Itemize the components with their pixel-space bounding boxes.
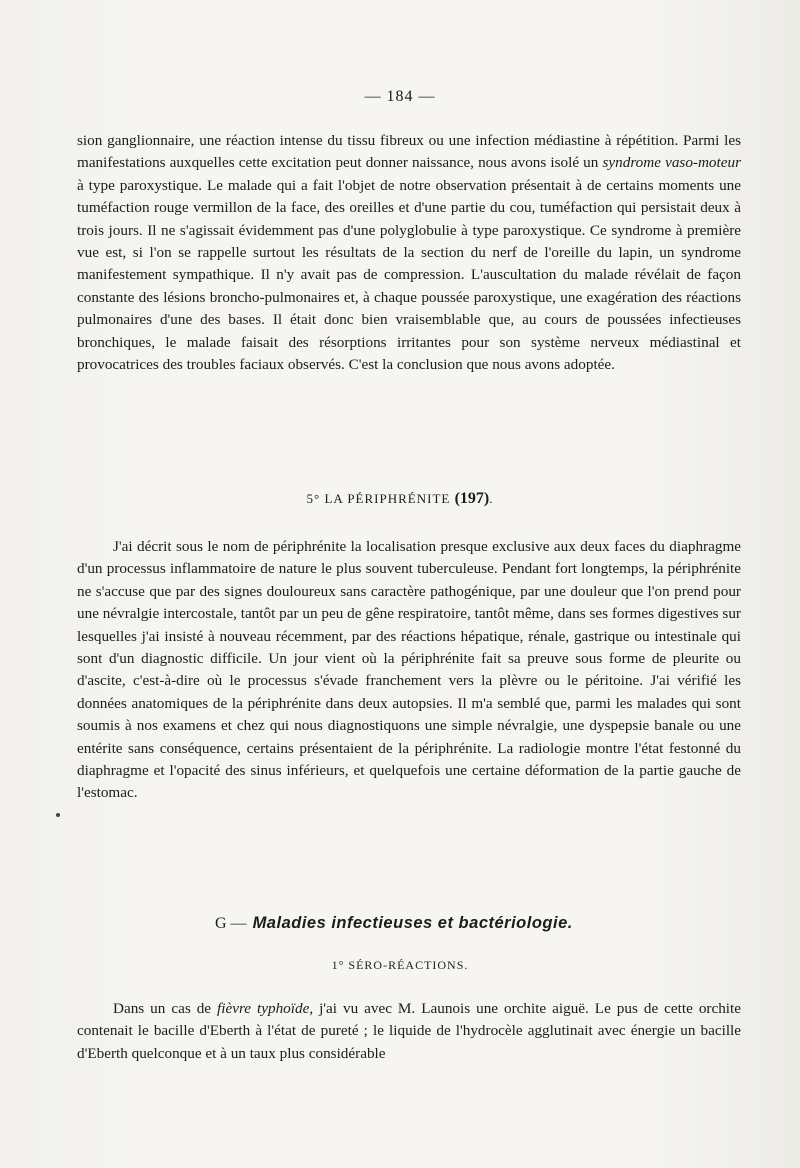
emphasis-typhoid: fièvre typhoïde bbox=[217, 1000, 310, 1017]
paragraph-typhoid bbox=[77, 998, 741, 1065]
emphasis-syndrome: syndrome vaso-moteur bbox=[602, 154, 741, 172]
paragraph-text: à type paroxystique. Le malade qui a fait l'objet de notre observation présentait à de certains moments une tuméfaction rouge vermillon de la face, des oreilles et d'une partie du cou, tuméfaction qui persistait deux à trois jours. Il ne s'agissait évidemment pas d'une polyglobulie à type paroxystique. Ce syndrome à première vue est, si l'on se rappelle surtout les résultats de la section du nerf de l'oreille du lapin, un syndrome manifestement sympathique. Il n'y avait pas de compression. L'auscultation du malade révélait de façon constante des lésions broncho-pulmonaires et, à chaque poussée paroxystique, une exagération des réactions pulmonaires d'une des bases. Il était donc bien vraisemblable que, au cours de poussées infectieuses bronchiques, le malade faisait des résorptions irritantes pour son système nerveux médiastinal et provocatrices des troubles faciaux observés. C'est la conclusion que nous avons adoptée. bbox=[77, 176, 741, 374]
chapter-title: Maladies infectieuses et bactériologie. bbox=[252, 914, 573, 932]
chapter-letter: G — bbox=[215, 915, 247, 932]
paragraph-text: Dans un cas de bbox=[113, 1000, 218, 1017]
reference-number: (197) bbox=[454, 490, 490, 507]
paragraph-mediastinal-syndrome bbox=[77, 130, 741, 376]
page-number: — 184 — bbox=[364, 88, 436, 105]
paragraph-periphrenite bbox=[77, 536, 741, 805]
ink-speck bbox=[56, 813, 60, 817]
paragraph-text: , j'ai vu avec M. Launois une orchite aiguë. Le pus de cette orchite contenait le bacille d'Eberth à l'état de pureté ; le liquide de l'hydrocèle agglutinait avec énergie un bacille d'Eberth quelconque et à un taux plus considérable bbox=[77, 1000, 741, 1062]
chapter-heading bbox=[215, 914, 573, 933]
heading-period: . bbox=[489, 491, 494, 506]
section-heading-sero-reactions: 1° SÉRO-RÉACTIONS. bbox=[331, 958, 469, 972]
section-heading-periphrenite bbox=[0, 490, 800, 508]
paragraph-text: J'ai décrit sous le nom de périphrénite la localisation presque exclusive aux deux faces du diaphragme d'un processus inflammatoire de nature le plus souvent tuberculeuse. Pendant fort longtemps, la périphrénite ne s'accuse que par des signes douloureux sans caractère pathogénique, par une douleur que l'on prend pour une névralgie intercostale, tantôt par un peu de gêne respiratoire, tantôt même, dans ses formes digestives sur lesquelles j'ai insisté à nouveau récemment, par des réactions hépatique, rénale, gastrique ou intestinale qui sont d'un diagnostic difficile. Un jour vient où la périphrénite fait sa preuve sous forme de pleurite ou d'ascite, c'est-à-dire où le processus s'évade franchement vers la plèvre ou le péritoine. J'ai vérifié les données anatomiques de la périphrénite dans deux autopsies. Il m'a semblé que, parmi les malades qui sont soumis à nos examens et chez qui nous diagnostiquons une simple névralgie, une dyspepsie banale ou une entérite sans conséquence, certains présentaient de la périphrénite. La radiologie montre l'état festonné du diaphragme et l'opacité des sinus inférieurs, et quelquefois une certaine déformation de la partie gauche de l'estomac. bbox=[77, 538, 741, 802]
section-heading-text: 5° LA PÉRIPHRÉNITE bbox=[306, 491, 455, 506]
paragraph-text: sion ganglionnaire, une réaction intense du tissu fibreux ou une infection médiastine à répétition. Parmi les manifestations auxquelles cette excitation peut donner naissance, nous avons isolé un bbox=[77, 132, 741, 172]
